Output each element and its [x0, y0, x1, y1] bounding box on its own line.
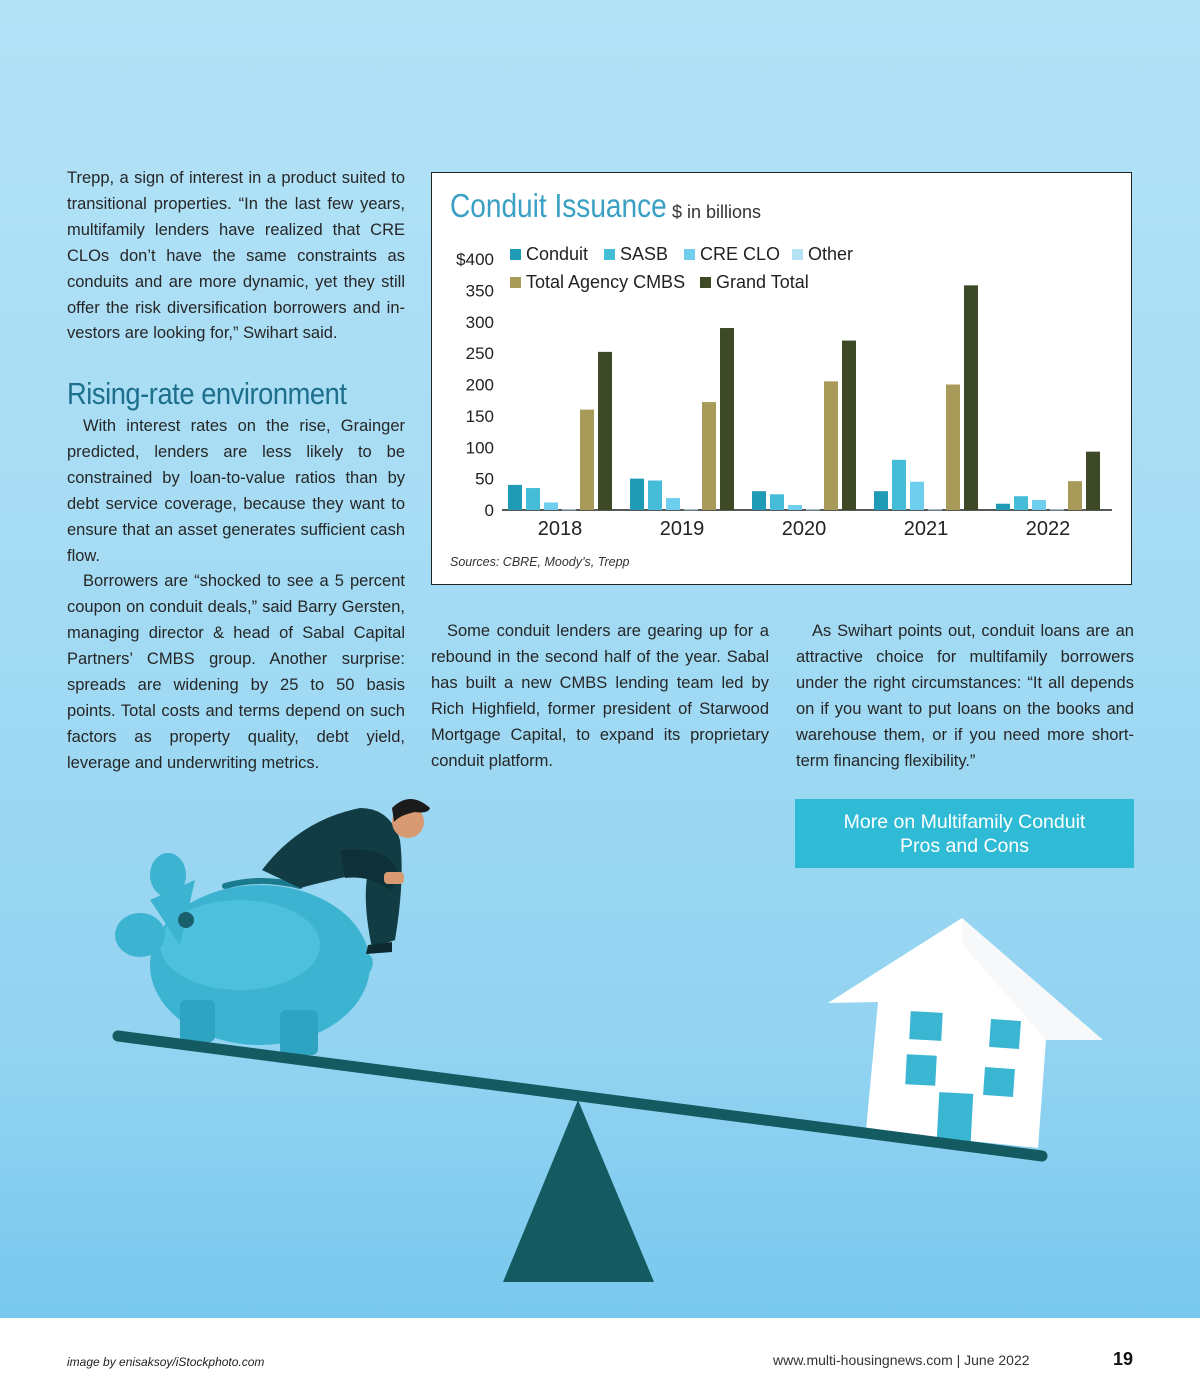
button-label: More on Multifamily Conduit Pros and Cons	[843, 810, 1086, 857]
bar-cre-clo-2018	[544, 502, 558, 510]
house-icon	[828, 918, 1103, 1148]
legend-swatch	[510, 277, 521, 288]
bar-sasb-2022	[1014, 496, 1028, 510]
bar-cre-clo-2020	[788, 505, 802, 510]
legend-label: Grand Total	[716, 272, 809, 292]
y-tick-label: $400	[456, 250, 494, 269]
bar-sasb-2018	[526, 488, 540, 510]
chart-subtitle: $ in billions	[672, 202, 762, 222]
legend-label: Other	[808, 244, 854, 264]
bar-conduit-2020	[752, 491, 766, 510]
y-tick-label: 200	[465, 375, 494, 395]
chart-plot	[432, 173, 1131, 584]
bar-other-2021	[928, 509, 942, 510]
article-paragraph: As Swihart points out, conduit loans are an attractive choice for multifamily borrowers under the right circumstances: “It all depends on if you want to put loans on the books and warehouse them, or if you need more short-term financing flexibility.”	[796, 622, 1134, 770]
chart-source: Sources: CBRE, Moody’s, Trepp	[450, 555, 630, 569]
bar-sasb-2019	[648, 481, 662, 510]
legend-swatch	[604, 249, 615, 260]
seesaw-illustration	[0, 780, 1200, 1318]
bar-grand-total-2018	[598, 352, 612, 510]
y-tick-label: 350	[465, 281, 494, 301]
y-tick-label: 100	[465, 438, 494, 458]
bar-other-2019	[684, 509, 698, 510]
bar-conduit-2018	[508, 485, 522, 510]
legend-swatch	[700, 277, 711, 288]
article-paragraph: Borrowers are “shocked to see a 5 percent coupon on conduit deals,” said Barry Gersten, managing director & head of Sabal Capital Partners’ CMBS group. Another surprise: spreads are widening by 25 to 50 basis points. Total costs and terms depend on such factors as property quality, debt yield, leverage and underwriting metrics.	[67, 572, 405, 772]
bar-conduit-2022	[996, 504, 1010, 510]
bar-grand-total-2020	[842, 341, 856, 510]
bar-other-2020	[806, 509, 820, 510]
legend-swatch	[792, 249, 803, 260]
x-tick-label: 2018	[537, 518, 583, 540]
bar-other-2018	[562, 509, 576, 510]
section-heading: Rising-rate environment	[67, 376, 347, 411]
bar-grand-total-2021	[964, 285, 978, 510]
bar-grand-total-2022	[1086, 452, 1100, 510]
legend-swatch	[684, 249, 695, 260]
bar-grand-total-2019	[720, 328, 734, 510]
x-tick-label: 2022	[1025, 518, 1071, 540]
article-column-left	[67, 166, 405, 347]
footer-site-date: www.multi-housingnews.com | June 2022	[773, 1352, 1030, 1368]
bar-other-2022	[1050, 509, 1064, 510]
y-tick-label: 150	[465, 406, 494, 426]
y-tick-label: 300	[465, 312, 494, 332]
page-number: 19	[1113, 1349, 1134, 1369]
chart-title: Conduit Issuance	[450, 187, 667, 224]
bar-total-agency-cmbs-2018	[580, 410, 594, 510]
conduit-issuance-chart	[431, 172, 1132, 585]
article-column-left-continued	[67, 414, 405, 777]
bar-total-agency-cmbs-2022	[1068, 481, 1082, 510]
legend-label: Total Agency CMBS	[526, 272, 686, 292]
bar-conduit-2019	[630, 479, 644, 510]
article-paragraph: Some conduit lenders are gearing up for a rebound in the second half of the year. Sabal has built a new CMBS lending team led by Rich Highfield, former president of Starwood Mortgage Capital, to expand its proprietary conduit platform.	[431, 622, 769, 770]
y-tick-label: 50	[475, 469, 494, 489]
article-paragraph: Trepp, a sign of interest in a product suited to transitional properties. “In the last few years, multifamily lenders have realized that CRE CLOs don’t have the same constraints as conduits and are more dynamic, yet they still offer the risk diversification borrowers and in-vestors are looking for,” Swihart said.	[67, 169, 405, 343]
article-paragraph: With interest rates on the rise, Grainger predicted, lenders are less likely to be constrained by loan-to-value ratios than by debt service coverage, because they want to ensure that an asset generates sufficient cash flow.	[67, 417, 405, 565]
fulcrum-triangle	[503, 1100, 654, 1282]
bar-cre-clo-2022	[1032, 500, 1046, 510]
article-column-middle	[431, 619, 769, 774]
legend-label: SASB	[620, 244, 669, 264]
x-tick-label: 2020	[781, 518, 827, 540]
article-column-right	[796, 619, 1134, 774]
bar-cre-clo-2019	[666, 498, 680, 510]
image-credit: image by enisaksoy/iStockphoto.com	[67, 1355, 265, 1369]
bar-conduit-2021	[874, 491, 888, 510]
piggy-bank-icon	[115, 853, 370, 1055]
legend-label: Conduit	[526, 244, 589, 264]
legend-swatch	[510, 249, 521, 260]
bar-total-agency-cmbs-2021	[946, 385, 960, 511]
y-tick-label: 250	[465, 344, 494, 364]
bar-sasb-2020	[770, 494, 784, 510]
bar-total-agency-cmbs-2019	[702, 402, 716, 510]
x-tick-label: 2019	[659, 518, 705, 540]
legend-label: CRE CLO	[700, 244, 781, 264]
bar-total-agency-cmbs-2020	[824, 381, 838, 510]
x-tick-label: 2021	[903, 518, 949, 540]
bar-sasb-2021	[892, 460, 906, 510]
bar-cre-clo-2021	[910, 482, 924, 510]
y-tick-label: 0	[484, 501, 494, 520]
